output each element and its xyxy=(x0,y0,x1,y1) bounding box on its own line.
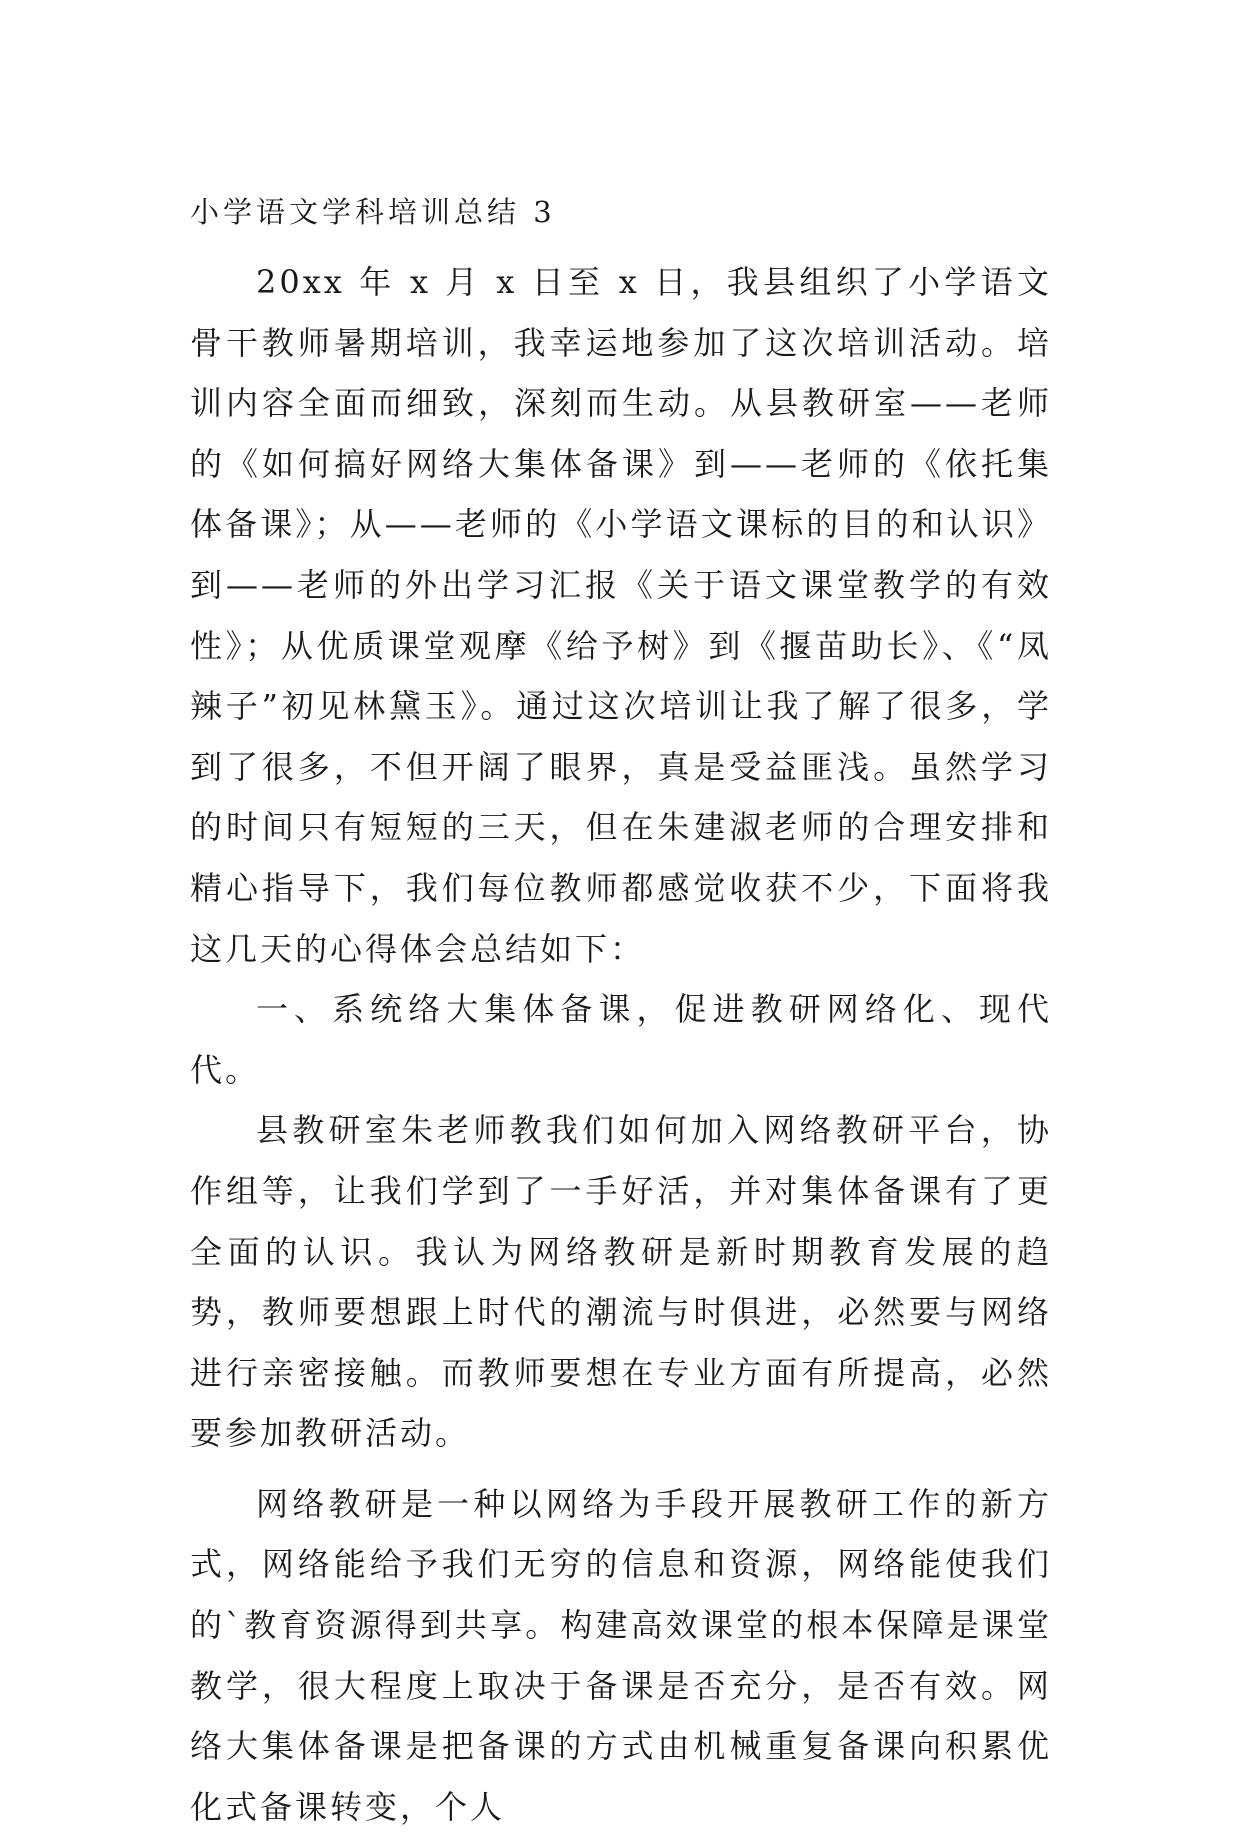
document-title: 小学语文学科培训总结 3 xyxy=(190,195,556,229)
document-body xyxy=(190,252,1052,1837)
paragraph-section-heading: 一、系统络大集体备课，促进教研网络化、现代代。 xyxy=(190,990,1052,1089)
paragraph-network-platform: 县教研室朱老师教我们如何加入网络教研平台，协作组等，让我们学到了一手好活，并对集体备课有了更全面的认识。我认为网络教研是新时期教育发展的趋势，教师要想跟上时代的潮流与时俱进，必然要与网络进行亲密接触。而教师要想在专业方面有所提高，必然要参加教研活动。 xyxy=(190,1111,1052,1453)
paragraph-network-research: 网络教研是一种以网络为手段开展教研工作的新方式，网络能给予我们无穷的信息和资源，网络能使我们的`教育资源得到共享。构建高效课堂的根本保障是课堂教学，很大程度上取决于备课是否充分，是否有效。网络大集体备课是把备课的方式由机械重复备课向积累优化式备课转变，个人 xyxy=(190,1484,1052,1826)
document-page xyxy=(190,0,1052,1826)
paragraph-intro: 20xx 年 x 月 x 日至 x 日，我县组织了小学语文骨干教师暑期培训，我幸运地参加了这次培训活动。培训内容全面而细致，深刻而生动。从县教研室——老师的《如何搞好网络大集体备课》到——老师的《依托集体备课》；从——老师的《小学语文课标的目的和认识》到——老师的外出学习汇报《关于语文课堂教学的有效性》；从优质课堂观摩《给予树》到《揠苗助长》、《“凤辣子”初见林黛玉》。通过这次培训让我了解了很多，学到了很多，不但开阔了眼界，真是受益匪浅。虽然学习的时间只有短短的三天，但在朱建淑老师的合理安排和精心指导下，我们每位教师都感觉收获不少，下面将我这几天的心得体会总结如下： xyxy=(190,263,1052,968)
